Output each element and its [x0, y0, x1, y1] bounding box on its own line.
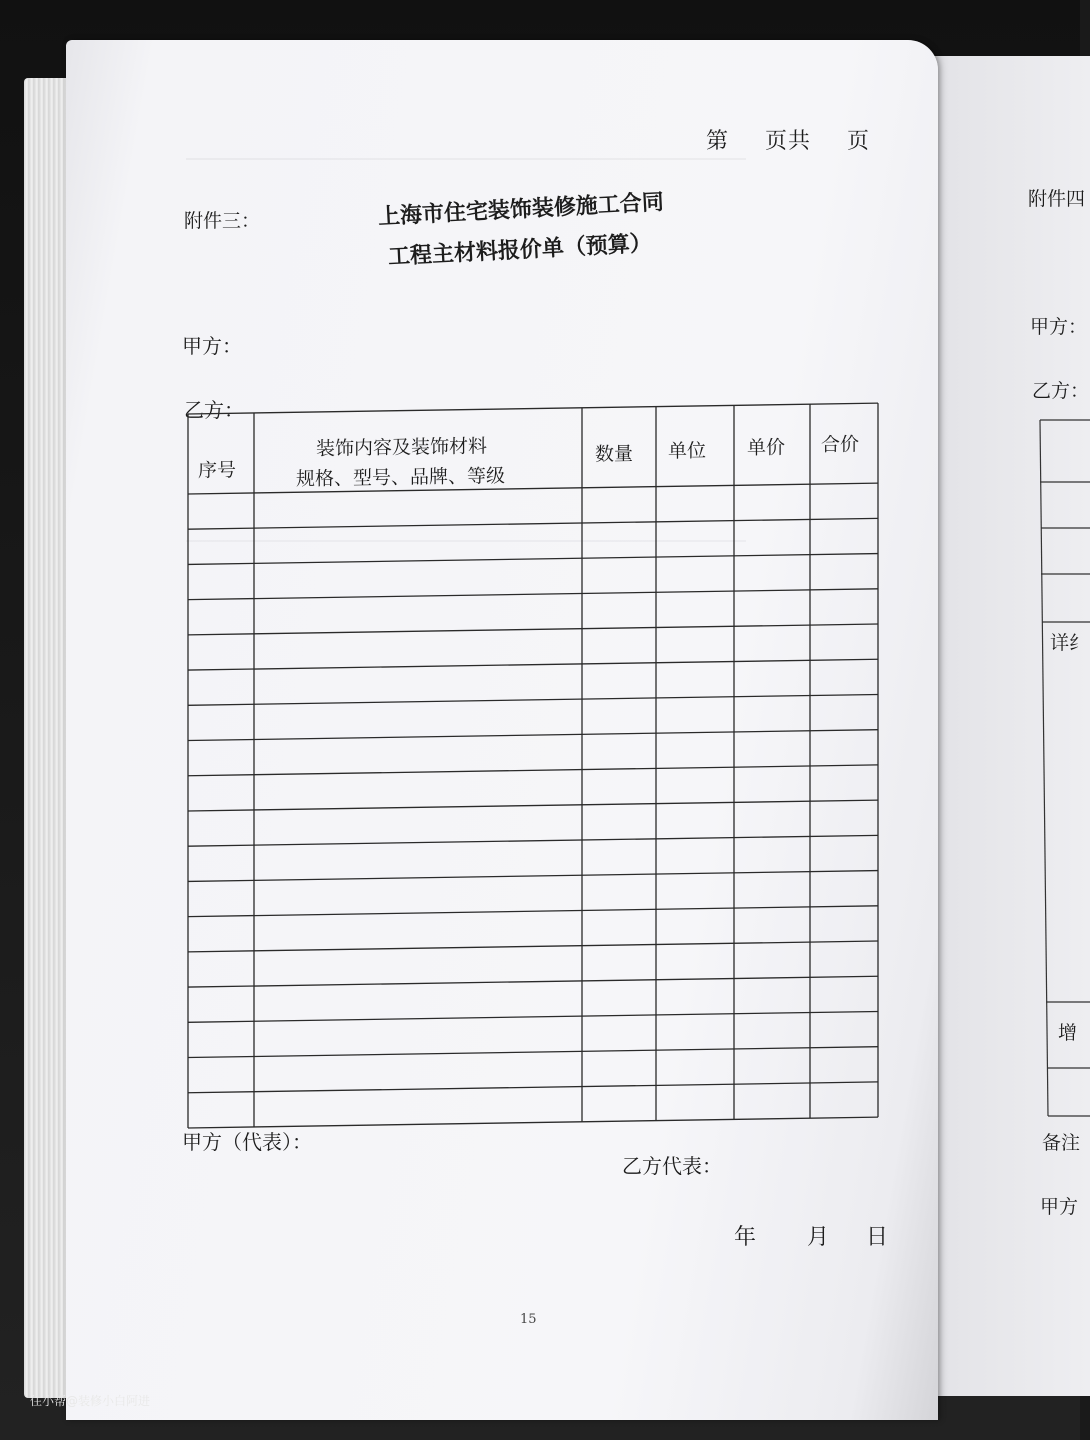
right-party-b: 乙方：	[1032, 380, 1090, 402]
page-count-header	[706, 124, 870, 155]
table-row-line	[188, 765, 878, 776]
attachment-label: 附件三：	[184, 210, 261, 232]
page-number: 15	[520, 1312, 537, 1327]
form-subtitle: 工程主材料报价单（预算）	[387, 231, 653, 270]
party-a-label: 甲方：	[182, 334, 242, 358]
left-page	[66, 40, 938, 1420]
table-row-line	[188, 976, 878, 987]
col-header-unit: 单位	[668, 439, 707, 463]
right-remark-label: 备注	[1042, 1132, 1081, 1154]
header-ye-gong: 页共	[765, 129, 812, 154]
table-top-border	[188, 403, 878, 414]
source-watermark: 住小帮@装修小白阿进	[30, 1394, 151, 1408]
table-row-line	[188, 518, 878, 529]
materials-quote-table	[186, 401, 886, 1132]
table-row-line	[188, 800, 878, 811]
col-header-unit-price: 单价	[747, 436, 786, 460]
table-row-line	[188, 694, 878, 705]
col-header-quantity: 数量	[595, 442, 634, 466]
party-a-representative: 甲方（代表）：	[182, 1130, 312, 1154]
table-row-line	[188, 1011, 878, 1022]
header-ye: 页	[847, 129, 871, 154]
table-row-line	[188, 906, 878, 917]
right-page	[930, 56, 1090, 1396]
party-b-label: 乙方：	[184, 398, 244, 422]
table-header-line	[188, 483, 878, 494]
bleed-through-mark	[186, 158, 746, 160]
right-party-a: 甲方：	[1030, 316, 1088, 338]
table-row-line	[188, 730, 878, 741]
col-header-content-line2: 规格、型号、品牌、等级	[296, 464, 506, 491]
table-row-line	[188, 835, 878, 846]
table-row-line	[188, 624, 878, 635]
party-b-representative: 乙方代表：	[622, 1154, 722, 1178]
table-row-line	[188, 659, 878, 670]
right-detail-label: 详纟	[1050, 632, 1089, 654]
date-day: 日	[866, 1225, 889, 1250]
right-party-a-bottom: 甲方	[1040, 1196, 1079, 1218]
table-row-line	[188, 1082, 878, 1093]
table-row-line	[188, 589, 878, 600]
form-title: 上海市住宅装饰装修施工合同	[377, 190, 665, 230]
header-di: 第	[706, 129, 730, 154]
col-header-content-line1: 装饰内容及装饰材料	[316, 435, 488, 460]
table-row-line	[188, 1047, 878, 1058]
right-add-label: 增	[1058, 1022, 1078, 1044]
signing-date	[734, 1220, 888, 1251]
date-month: 月	[807, 1225, 830, 1250]
col-header-seq: 序号	[198, 459, 237, 482]
table-grid	[186, 401, 886, 1152]
col-header-total-price: 合价	[821, 433, 860, 457]
table-row-line	[188, 871, 878, 882]
table-row-line	[188, 554, 878, 565]
right-attachment-label: 附件四	[1028, 188, 1086, 210]
table-row-line	[188, 941, 878, 952]
date-year: 年	[734, 1225, 757, 1250]
